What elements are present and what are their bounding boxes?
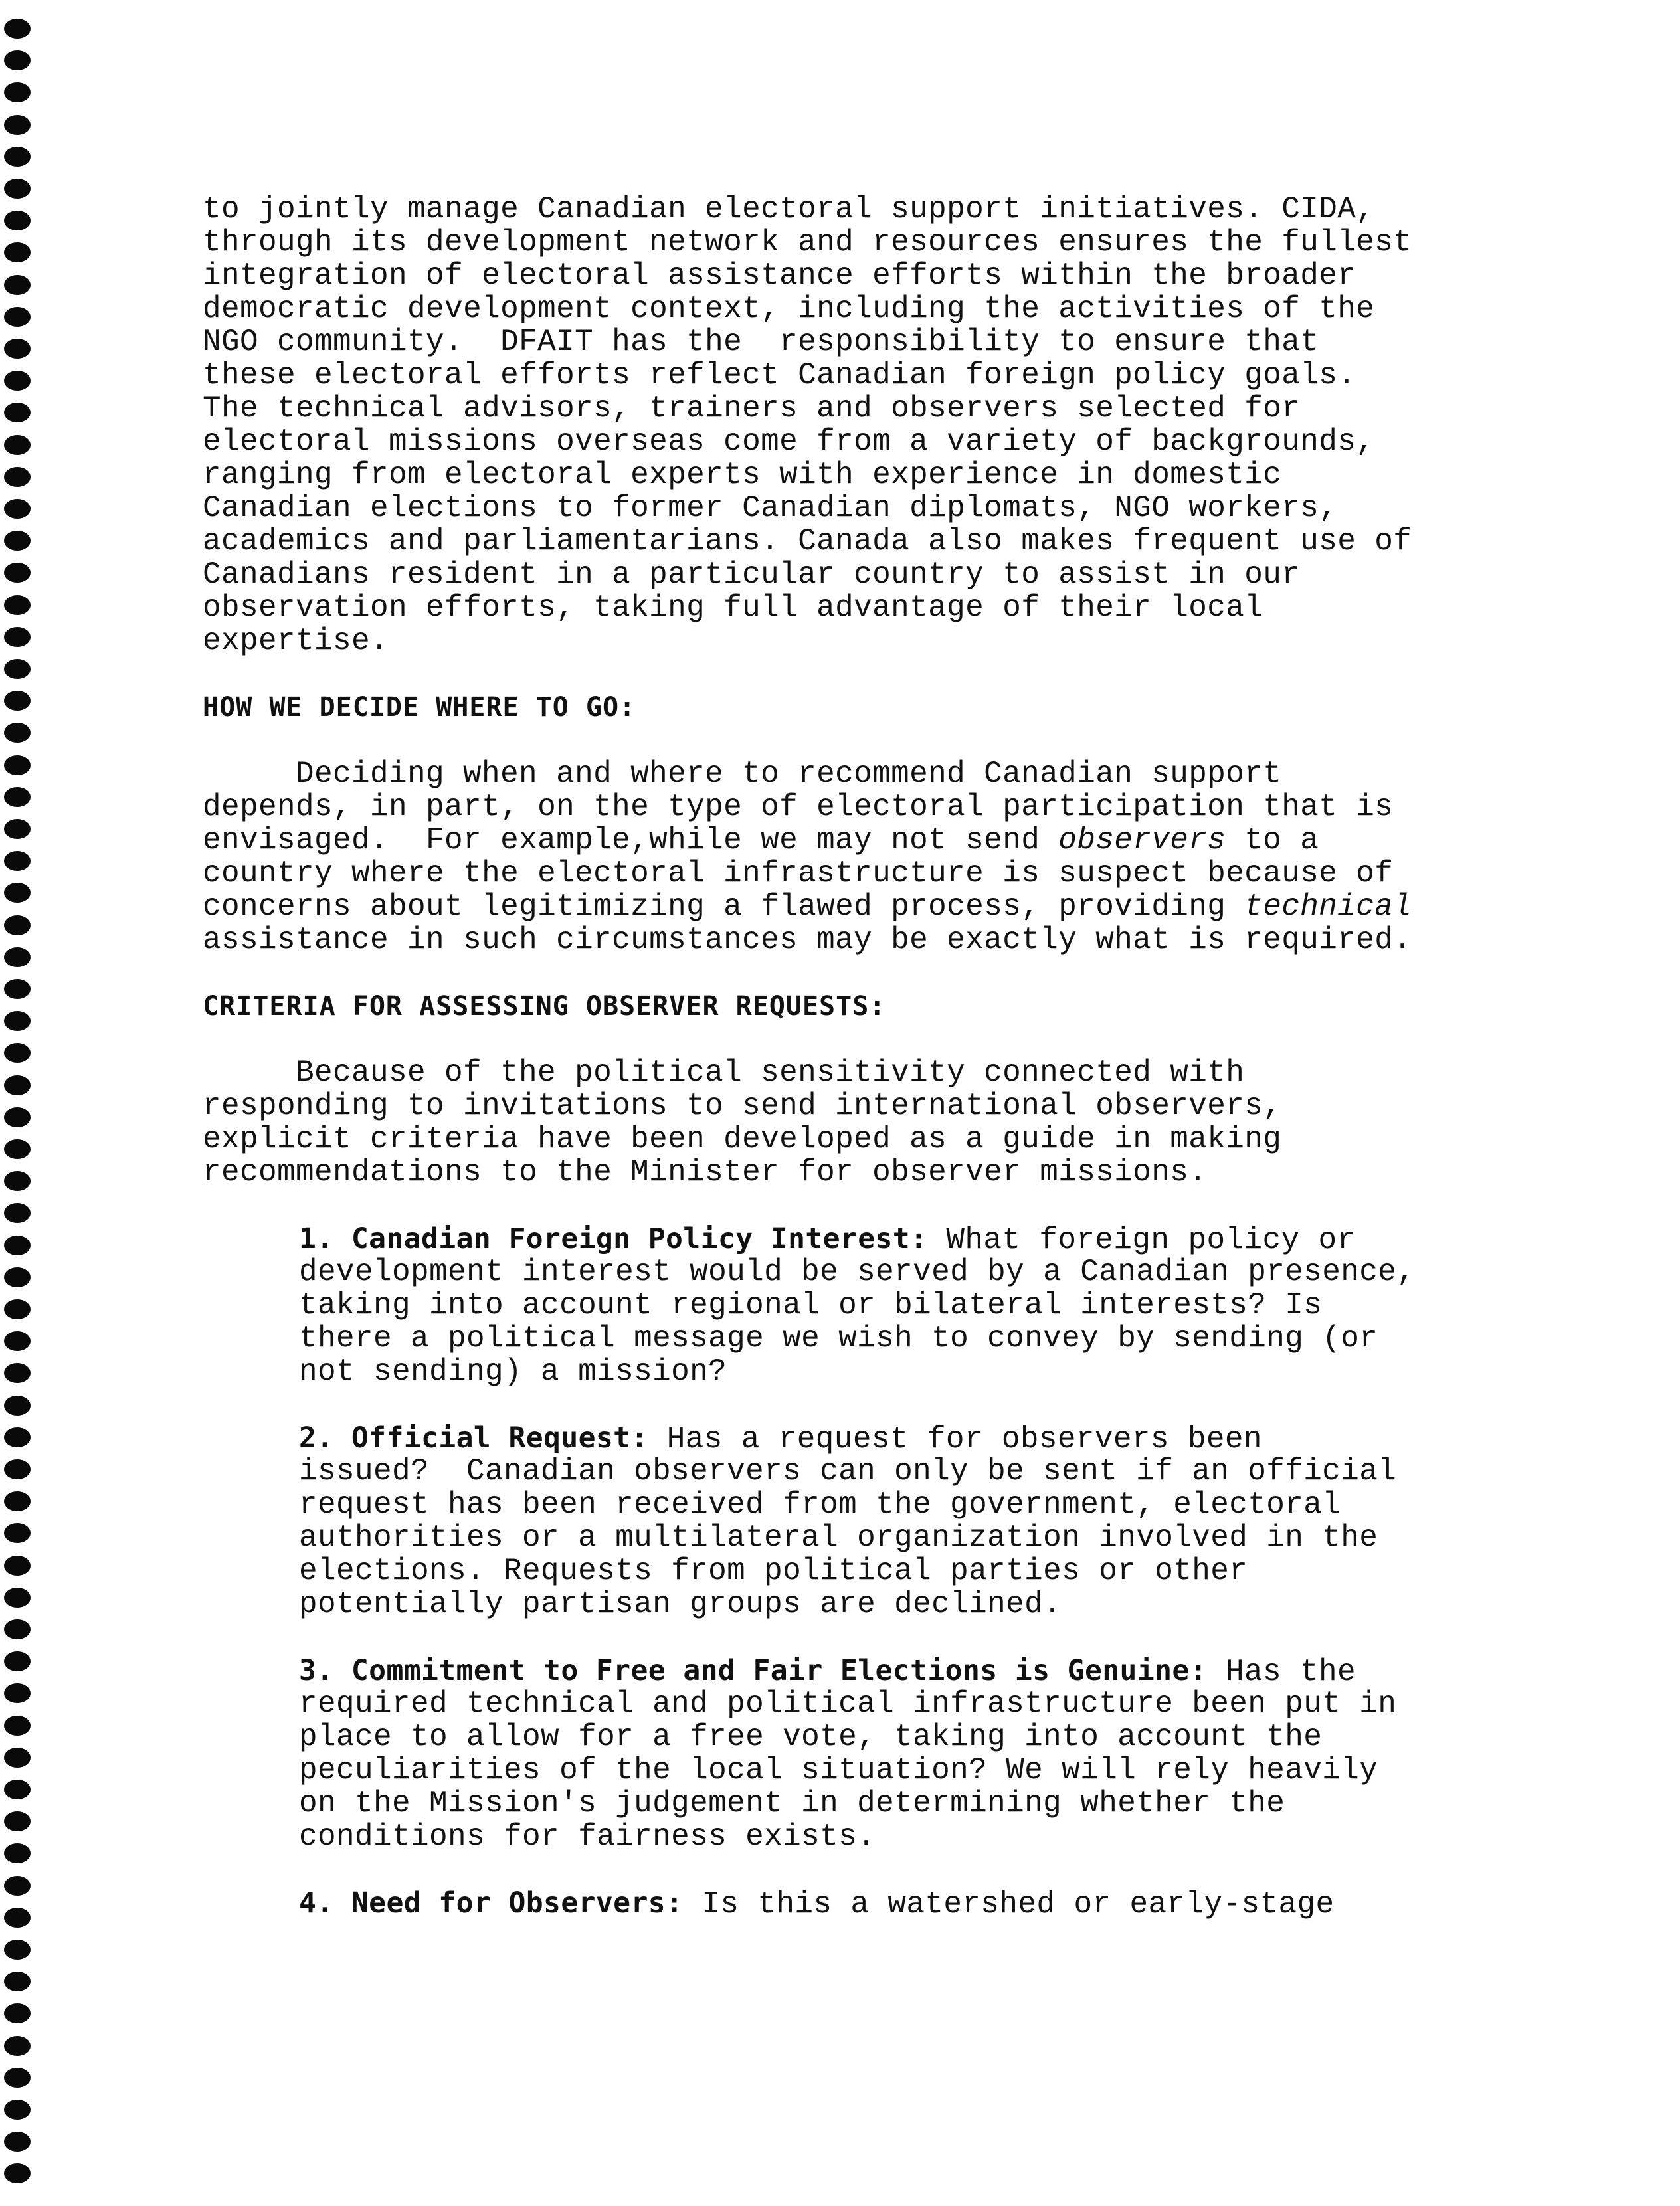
text-line bbox=[299, 1422, 1531, 1455]
binding-hole bbox=[4, 2132, 31, 2152]
text-line: assistance in such circumstances may be exactly what is required. bbox=[203, 923, 1412, 957]
binding-hole bbox=[4, 1011, 31, 1031]
text-line: conditions for fairness exists. bbox=[299, 1819, 876, 1854]
text-span: Has a request for observers been bbox=[648, 1422, 1262, 1457]
text-line: to jointly manage Canadian electoral support initiatives. CIDA, bbox=[203, 192, 1375, 227]
binding-hole bbox=[4, 691, 31, 711]
binding-hole bbox=[4, 82, 31, 102]
binding-hole bbox=[4, 1299, 31, 1319]
binding-hole bbox=[4, 1107, 31, 1127]
binding-hole bbox=[4, 1427, 31, 1447]
binding-hole bbox=[4, 242, 31, 262]
binding-hole bbox=[4, 1491, 31, 1511]
text-line: expertise. bbox=[203, 624, 389, 658]
section-heading: HOW WE DECIDE WHERE TO GO: bbox=[203, 692, 636, 723]
binding-hole bbox=[4, 1716, 31, 1736]
text-line: electoral missions overseas come from a variety of backgrounds, bbox=[203, 424, 1375, 459]
text-line: recommendations to the Minister for observer missions. bbox=[203, 1155, 1208, 1190]
binding-hole bbox=[4, 2036, 31, 2056]
text-line: depends, in part, on the type of electoral participation that is bbox=[203, 790, 1394, 824]
text-line: required technical and political infrastructure been put in bbox=[299, 1687, 1397, 1721]
binding-hole bbox=[4, 1075, 31, 1095]
binding-hole bbox=[4, 1588, 31, 1608]
text-span: concerns about legitimizing a flawed process, providing bbox=[203, 889, 1245, 924]
binding-hole bbox=[4, 1523, 31, 1543]
text-line bbox=[299, 1222, 1531, 1255]
binding-hole bbox=[4, 179, 31, 199]
binding-hole bbox=[4, 2100, 31, 2120]
binding-hole bbox=[4, 2068, 31, 2088]
binding-hole bbox=[4, 659, 31, 679]
binding-hole bbox=[4, 1811, 31, 1831]
binding-hole bbox=[4, 1331, 31, 1351]
binding-hole bbox=[4, 147, 31, 167]
binding-hole bbox=[4, 339, 31, 359]
binding-hole bbox=[4, 563, 31, 583]
binding-hole bbox=[4, 403, 31, 422]
binding-hole bbox=[4, 50, 31, 70]
binding-hole bbox=[4, 1651, 31, 1671]
binding-hole bbox=[4, 2003, 31, 2023]
text-line: development interest would be served by a Canadian presence, bbox=[299, 1255, 1416, 1289]
binding-hole bbox=[4, 595, 31, 615]
binding-hole bbox=[4, 275, 31, 295]
binding-hole bbox=[4, 1683, 31, 1703]
binding-hole bbox=[4, 531, 31, 551]
text-line: these electoral efforts reflect Canadian foreign policy goals. bbox=[203, 358, 1356, 393]
binding-hole bbox=[4, 1876, 31, 1896]
binding-hole bbox=[4, 499, 31, 519]
criterion-label: 4. Need for Observers: bbox=[299, 1886, 684, 1920]
text-line: integration of electoral assistance efforts within the broader bbox=[203, 258, 1356, 293]
text-line: not sending) a mission? bbox=[299, 1354, 727, 1389]
binding-hole bbox=[4, 1363, 31, 1383]
binding-hole bbox=[4, 979, 31, 999]
binding-hole bbox=[4, 2163, 31, 2183]
text-line: taking into account regional or bilateral interests? Is bbox=[299, 1288, 1323, 1323]
text-span: Has the bbox=[1207, 1655, 1356, 1689]
binding-hole bbox=[4, 883, 31, 903]
binding-hole bbox=[4, 819, 31, 839]
text-line: elections. Requests from political parties or other bbox=[299, 1554, 1248, 1588]
text-line: through its development network and resources ensures the fullest bbox=[203, 225, 1412, 260]
binding-hole bbox=[4, 1043, 31, 1063]
criterion-label: 1. Canadian Foreign Policy Interest: bbox=[299, 1222, 928, 1255]
binding-hole bbox=[4, 1396, 31, 1416]
binding-hole bbox=[4, 1748, 31, 1768]
criterion-item bbox=[203, 1222, 1531, 1388]
binding-hole bbox=[4, 1459, 31, 1479]
binding-hole bbox=[4, 115, 31, 135]
binding-hole bbox=[4, 1139, 31, 1159]
binding-hole bbox=[4, 19, 31, 39]
document-page bbox=[203, 193, 1531, 1920]
binding-hole bbox=[4, 1556, 31, 1576]
binding-hole bbox=[4, 1972, 31, 1991]
spiral-binding bbox=[4, 19, 33, 2204]
criterion-label: 2. Official Request: bbox=[299, 1422, 648, 1455]
binding-hole bbox=[4, 1940, 31, 1960]
section-heading: CRITERIA FOR ASSESSING OBSERVER REQUESTS: bbox=[203, 991, 886, 1022]
section-paragraph bbox=[203, 757, 1531, 957]
text-line: The technical advisors, trainers and observers selected for bbox=[203, 391, 1301, 426]
binding-hole bbox=[4, 627, 31, 647]
text-span: Is this a watershed or early-stage bbox=[683, 1887, 1335, 1922]
text-line: authorities or a multilateral organization involved in the bbox=[299, 1520, 1378, 1555]
criterion-item bbox=[203, 1422, 1531, 1621]
section-paragraph bbox=[203, 1056, 1531, 1189]
criterion-label: 3. Commitment to Free and Fair Elections is Genuine: bbox=[299, 1654, 1207, 1687]
emphasis: observers bbox=[1058, 823, 1226, 858]
text-line: Because of the political sensitivity connected with bbox=[296, 1056, 1245, 1090]
binding-hole bbox=[4, 307, 31, 327]
binding-hole bbox=[4, 851, 31, 871]
text-span: to a bbox=[1226, 823, 1319, 858]
emphasis: technical bbox=[1244, 889, 1412, 924]
text-line: Deciding when and where to recommend Canadian support bbox=[296, 757, 1282, 791]
text-line: NGO community. DFAIT has the responsibility to ensure that bbox=[203, 325, 1319, 359]
binding-hole bbox=[4, 371, 31, 391]
binding-hole bbox=[4, 723, 31, 743]
binding-hole bbox=[4, 947, 31, 967]
text-line: country where the electoral infrastructure is suspect because of bbox=[203, 856, 1394, 891]
text-line bbox=[299, 1654, 1531, 1687]
intro-paragraph bbox=[203, 193, 1531, 658]
text-line: Canadian elections to former Canadian diplomats, NGO workers, bbox=[203, 491, 1338, 525]
text-line: there a political message we wish to convey by sending (or bbox=[299, 1321, 1378, 1356]
binding-hole bbox=[4, 1780, 31, 1799]
binding-hole bbox=[4, 755, 31, 775]
text-line bbox=[203, 890, 1531, 923]
binding-hole bbox=[4, 1171, 31, 1191]
text-line bbox=[203, 824, 1531, 857]
binding-hole bbox=[4, 435, 31, 455]
binding-hole bbox=[4, 211, 31, 230]
text-line: issued? Canadian observers can only be sent if an official bbox=[299, 1454, 1397, 1489]
criterion-item bbox=[203, 1886, 1531, 1920]
binding-hole bbox=[4, 1619, 31, 1639]
binding-hole bbox=[4, 1203, 31, 1223]
text-line: Canadians resident in a particular country to assist in our bbox=[203, 557, 1301, 592]
text-span: envisaged. For example,while we may not send bbox=[203, 823, 1059, 858]
text-line: responding to invitations to send international observers, bbox=[203, 1089, 1282, 1123]
text-line: democratic development context, including the activities of the bbox=[203, 292, 1375, 326]
text-line: ranging from electoral experts with experience in domestic bbox=[203, 458, 1282, 492]
text-line: on the Mission's judgement in determining whether the bbox=[299, 1786, 1285, 1821]
binding-hole bbox=[4, 1267, 31, 1287]
binding-hole bbox=[4, 787, 31, 807]
binding-hole bbox=[4, 1908, 31, 1928]
binding-hole bbox=[4, 1236, 31, 1255]
text-line: observation efforts, taking full advantage of their local bbox=[203, 591, 1263, 625]
text-line: academics and parliamentarians. Canada also makes frequent use of bbox=[203, 524, 1412, 559]
text-line: peculiarities of the local situation? We will rely heavily bbox=[299, 1753, 1378, 1788]
binding-hole bbox=[4, 915, 31, 935]
binding-hole bbox=[4, 467, 31, 487]
text-line: place to allow for a free vote, taking into account the bbox=[299, 1720, 1323, 1754]
text-line: potentially partisan groups are declined. bbox=[299, 1587, 1062, 1621]
text-line: explicit criteria have been developed as a guide in making bbox=[203, 1122, 1282, 1156]
text-line: request has been received from the government, electoral bbox=[299, 1487, 1341, 1522]
criterion-item bbox=[203, 1654, 1531, 1853]
text-line bbox=[299, 1886, 1531, 1920]
text-span: What foreign policy or bbox=[927, 1223, 1356, 1257]
binding-hole bbox=[4, 1843, 31, 1863]
